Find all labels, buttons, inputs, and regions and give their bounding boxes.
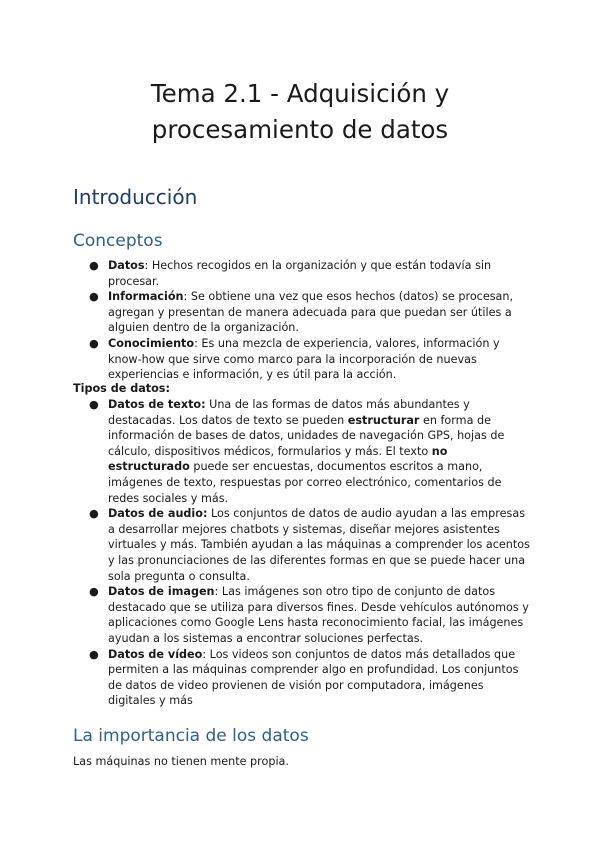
list-item-informacion (73, 289, 533, 336)
term-image-data: Datos de imagen (108, 585, 215, 599)
list-item-audio-data (73, 506, 533, 584)
bullet-icon: ● (89, 398, 99, 411)
definition-conocimiento: : Es una mezcla de experiencia, valores, información y know-how que sirve como marco para la incorporación de nuevas experiencias e información, y es útil para la acción. (108, 336, 500, 382)
term-video-data: Datos de vídeo (108, 647, 203, 661)
term-text-data: Datos de texto: (108, 398, 206, 411)
bullet-icon: ● (89, 336, 99, 350)
title-line-1: Tema 2.1 - Adquisición y (150, 79, 450, 108)
audio-data-text: Los conjuntos de datos de audio ayudan a las empresas a desarrollar mejores chatbots y sistemas, diseñar mejores asistentes virtuales y más. También ayudan a las máquinas a comprender los acentos y las pronunciaciones de las diferentes formas en que se puede hacer una sola pregunta o consulta. (108, 507, 530, 583)
image-data-text: : Las imágenes son otro tipo de conjunto de datos destacado que se utiliza para diversos fines. Desde vehículos autónomos y aplicaciones como Google Lens hasta reconocimiento facial, las imágenes ayudan a los sistemas a encontrar soluciones perfectas. (108, 585, 529, 645)
bullet-icon: ● (89, 507, 99, 521)
term-informacion: Información (108, 290, 184, 304)
heading-importance: La importancia de los datos (73, 726, 309, 746)
bullet-icon: ● (89, 290, 99, 304)
definition-informacion: : Se obtiene una vez que esos hechos (datos) se procesan, agregan y presentan de manera adecuada para que puedan ser útiles a alguien dentro de la organización. (108, 290, 514, 335)
text-data-part3: puede ser encuestas, documentos escritos a mano, imágenes de texto, respuestas por correo electrónico, comentarios de redes sociales y más. (108, 460, 502, 505)
data-types-list (73, 397, 533, 709)
list-item-video-data (73, 647, 533, 709)
list-item-text-data (73, 397, 533, 506)
list-item-image-data (73, 584, 533, 646)
types-label: Tipos de datos: (73, 382, 170, 395)
text-data-bold-unstructured: no estructurado (108, 444, 448, 474)
text-data-part1: Una de las formas de datos más abundantes y destacadas. Los datos de texto se pueden (108, 398, 470, 427)
list-item-conocimiento (73, 336, 533, 383)
document-title (0, 76, 600, 148)
concepts-list (73, 258, 533, 383)
text-data-part2: en forma de información de bases de datos, unidades de navegación GPS, hojas de cálculo, dispositivos médicos, formularios y más. El texto (108, 413, 505, 458)
term-audio-data: Datos de audio: (108, 507, 208, 521)
title-line-2: procesamiento de datos (151, 115, 449, 144)
bullet-icon: ● (89, 259, 99, 272)
closing-paragraph: Las máquinas no tienen mente propia. (73, 755, 289, 768)
term-datos: Datos (108, 259, 145, 272)
video-data-text: : Los videos son conjuntos de datos más detallados que permiten a las máquinas comprender algo en profundidad. Los conjuntos de datos de video provienen de visión por computadora, imágenes digitales y más (108, 647, 519, 708)
bullet-icon: ● (89, 647, 99, 661)
heading-concepts: Conceptos (73, 231, 163, 251)
term-conocimiento: Conocimiento (108, 336, 195, 350)
definition-datos: : Hechos recogidos en la organización y que están todavía sin procesar. (108, 259, 492, 288)
text-data-bold-structured: estructurar (347, 413, 420, 427)
heading-introduction: Introducción (73, 185, 198, 209)
list-item-datos (73, 258, 533, 289)
bullet-icon: ● (89, 585, 99, 599)
